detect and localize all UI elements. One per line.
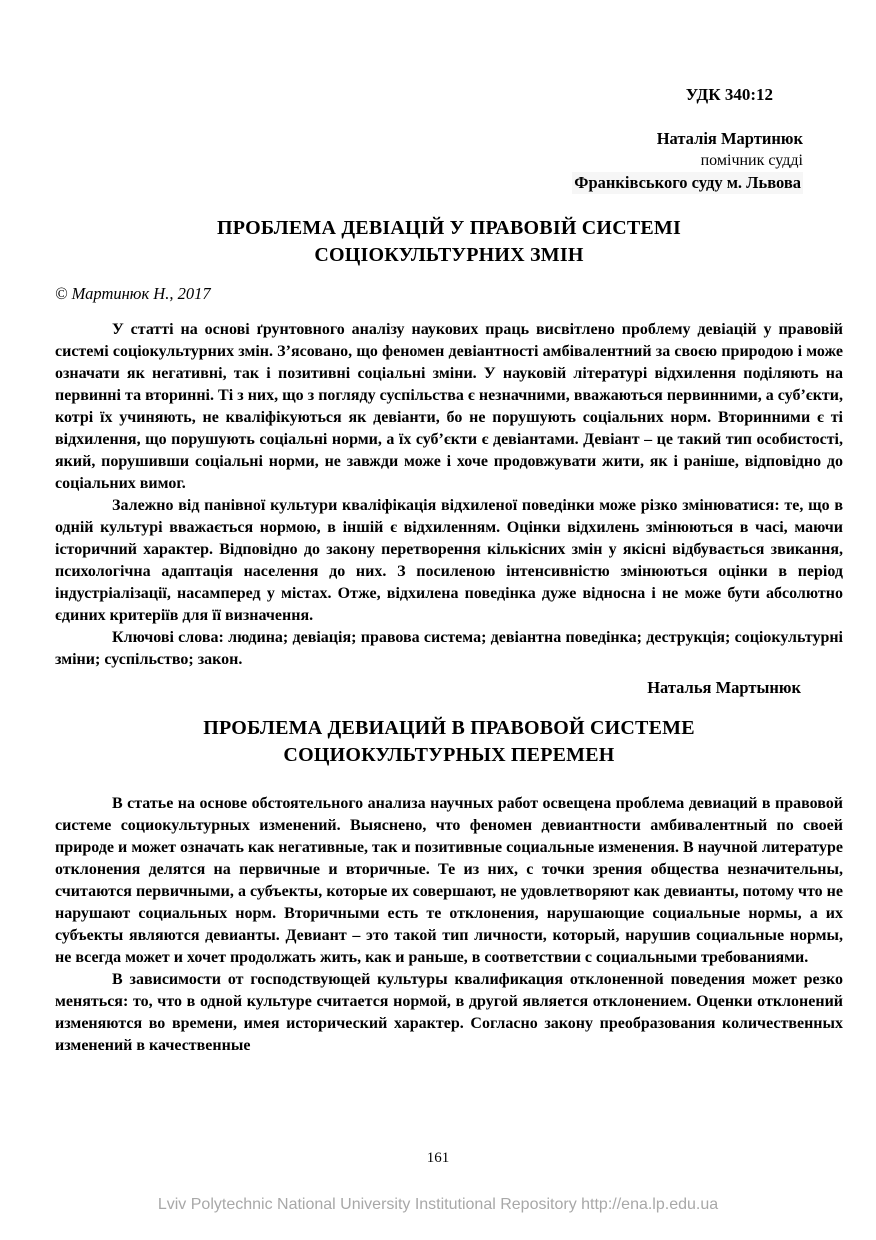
abstract-uk bbox=[55, 319, 843, 671]
udc-code: УДК 340:12 bbox=[685, 85, 773, 104]
keywords-uk: Ключові слова: людина; девіація; правова система; девіантна поведінка; деструкція; соціокультурні зміни; суспільство; закон. bbox=[55, 629, 843, 668]
article-title-uk-line1: ПРОБЛЕМА ДЕВІАЦІЙ У ПРАВОВІЙ СИСТЕМІ bbox=[217, 217, 681, 239]
article-title-ru-line2: СОЦИОКУЛЬТУРНЫХ ПЕРЕМЕН bbox=[283, 744, 615, 766]
author-affiliation-uk: Франківського суду м. Львова bbox=[574, 173, 801, 192]
author-name-uk: Наталія Мартинюк bbox=[656, 129, 803, 148]
author-position-uk: помічник судді bbox=[700, 152, 803, 169]
article-title-uk-line2: СОЦІОКУЛЬТУРНИХ ЗМІН bbox=[314, 244, 584, 266]
copyright-notice: © Мартинюк Н., 2017 bbox=[55, 284, 211, 303]
article-title-ru bbox=[55, 715, 843, 769]
abstract-ru bbox=[55, 793, 843, 1057]
article-title-ru-line1: ПРОБЛЕМА ДЕВИАЦИЙ В ПРАВОВОЙ СИСТЕМЕ bbox=[203, 717, 695, 739]
page-number: 161 bbox=[426, 1150, 450, 1166]
author-block-uk bbox=[55, 128, 803, 195]
article-title-uk bbox=[55, 215, 843, 269]
author-name-ru: Наталья Мартынюк bbox=[647, 678, 801, 697]
abstract-uk-paragraph-1: У статті на основі ґрунтовного аналізу наукових праць висвітлено проблему девіацій у правовій системі соціокультурних змін. З’ясовано, що феномен девіантності амбівалентний за своєю природою і може означати як негативні, так і позитивні соціальні зміни. У науковій літературі відхилення поділяють на первинні та вторинні. Ті з них, що з погляду суспільства є незначними, вважаються первинними, а суб’єкти, котрі їх учиняють, не кваліфікуються як девіанти, бо не порушують соціальних норм. Вторинними є ті відхилення, що порушують соціальні норми, а їх суб’єкти є девіантами. Девіант – це такий тип особистості, який, порушивши соціальні норми, не завжди може і хоче продовжувати жити, як і раніше, відповідно до соціальних вимог. bbox=[55, 321, 843, 492]
abstract-uk-paragraph-2: Залежно від панівної культури кваліфікація відхиленої поведінки може різко змінюватися: те, що в одній культурі вважається нормою, в іншій є відхиленням. Оцінки відхилень змінюються в часі, маючи історичний характер. Відповідно до закону перетворення кількісних змін у якісні відбувається звикання, психологічна адаптація населення до них. З посиленою інтенсивністю змінюються оцінки в період індустріалізації, насамперед у містах. Отже, відхилена поведінка дуже відносна і не може бути абсолютно єдиних критеріїв для її визначення. bbox=[55, 497, 843, 624]
abstract-ru-paragraph-1: В статье на основе обстоятельного анализа научных работ освещена проблема девиаций в правовой системе социокультурных изменений. Выяснено, что феномен девиантности амбивалентный по своей природе и может означать как негативные, так и позитивные социальные изменения. В научной литературе отклонения делятся на первичные и вторичные. Те из них, с точки зрения общества незначительны, считаются первичными, а субъекты, которые их совершают, не удовлетворяют как девианты, потому что не нарушают социальных норм. Вторичными есть те отклонения, нарушающие социальные нормы, а их субъекты являются девианты. Девиант – это такой тип личности, который, нарушив социальные нормы, не всегда может и хочет продолжать жить, как и раньше, в соответствии с социальными требованиями. bbox=[55, 795, 843, 966]
abstract-ru-paragraph-2: В зависимости от господствующей культуры квалификация отклоненной поведения может резко меняться: то, что в одной культуре считается нормой, в другой является отклонением. Оценки отклонений изменяются во времени, имея исторический характер. Согласно закону преобразования количественных изменений в качественные bbox=[55, 971, 843, 1054]
repository-footer-note: Lviv Polytechnic National University Institutional Repository http://ena.lp.edu.ua bbox=[157, 1196, 719, 1213]
